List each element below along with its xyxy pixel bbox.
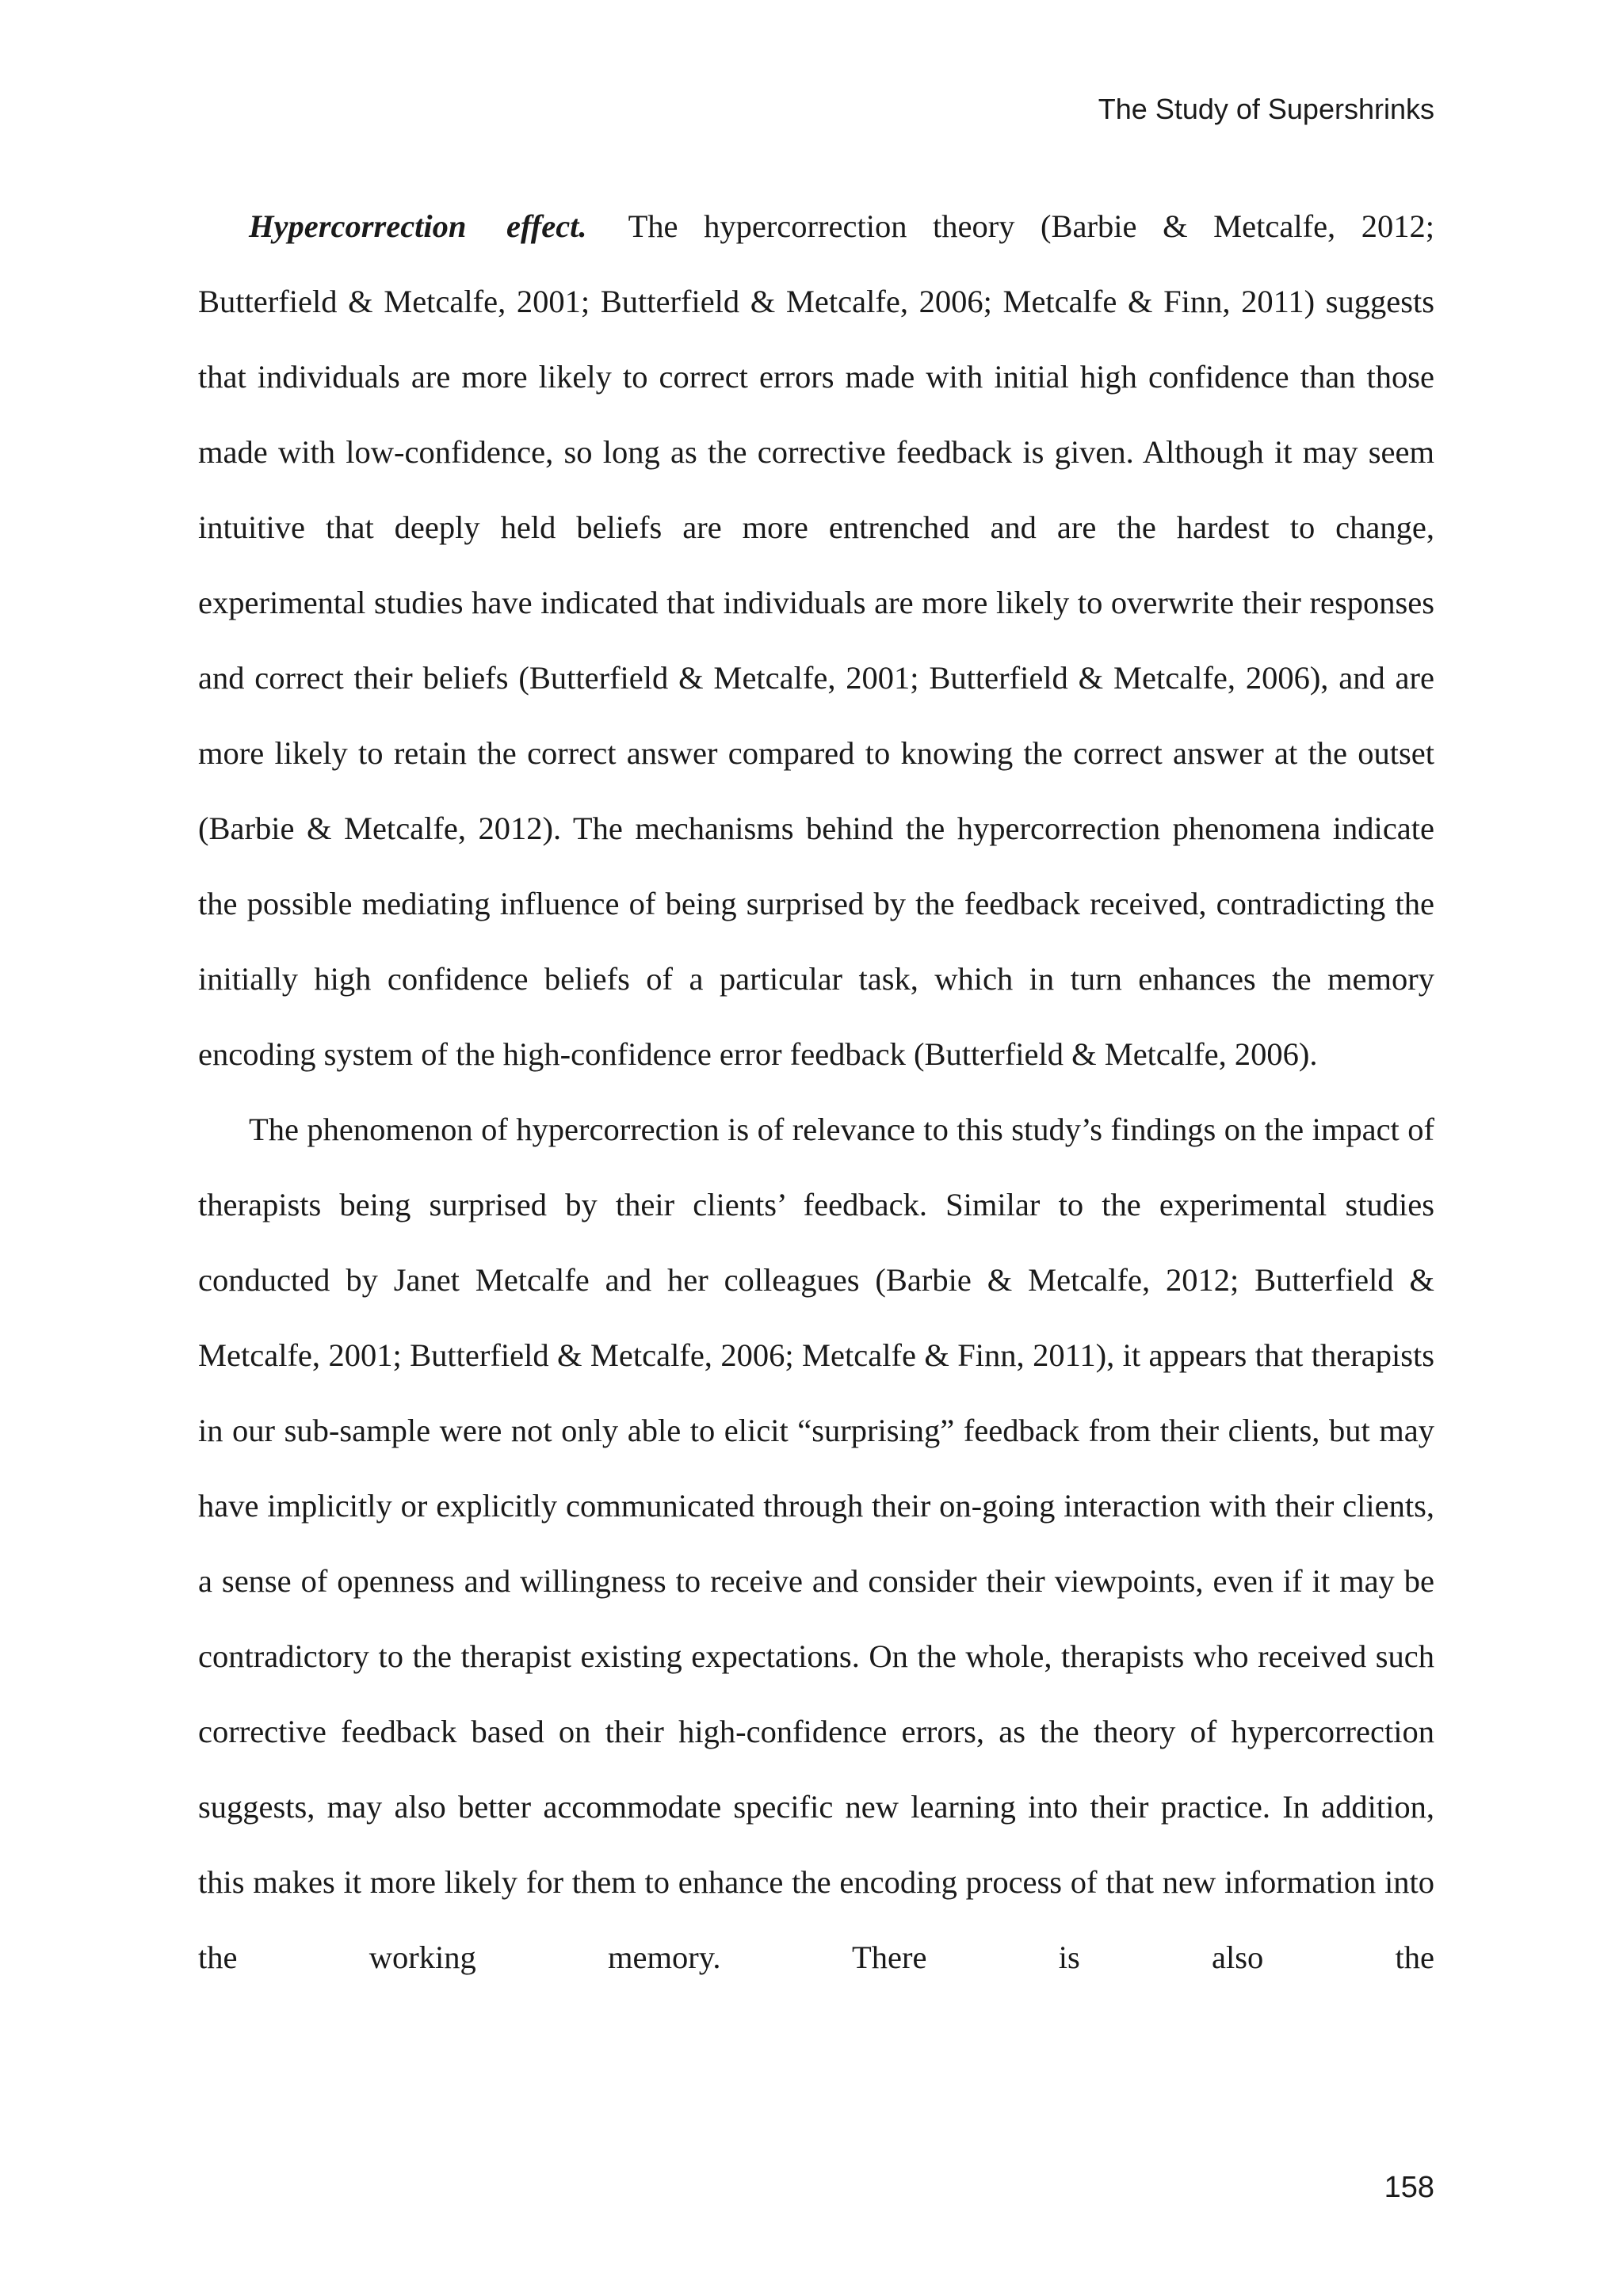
body-text <box>198 189 1434 1995</box>
page-number: 158 <box>1384 2171 1434 2204</box>
paragraph-1-body: The hypercorrection theory (Barbie & Metcalfe, 2012; Butterfield & Metcalfe, 2001; Butterfield & Metcalfe, 2006; Metcalfe & Finn, 2011) suggests that individuals are more likely to correct errors made with initial high confidence than those made with low-confidence, so long as the corrective feedback is given. Although it may seem intuitive that deeply held beliefs are more entrenched and are the hardest to change, experimental studies have indicated that individuals are more likely to overwrite their responses and correct their beliefs (Butterfield & Metcalfe, 2001; Butterfield & Metcalfe, 2006), and are more likely to retain the correct answer compared to knowing the correct answer at the outset (Barbie & Metcalfe, 2012). The mechanisms behind the hypercorrection phenomena indicate the possible mediating influence of being surprised by the feedback received, contradicting the initially high confidence beliefs of a particular task, which in turn enhances the memory encoding system of the high-confidence error feedback (Butterfield & Metcalfe, 2006). <box>198 208 1434 1072</box>
paragraph-phenomenon: The phenomenon of hypercorrection is of relevance to this study’s findings on the impact of therapists being surprised by their clients’ feedback. Similar to the experimental studies conducted by Janet Metcalfe and her colleagues (Barbie & Metcalfe, 2012; Butterfield & Metcalfe, 2001; Butterfield & Metcalfe, 2006; Metcalfe & Finn, 2011), it appears that therapists in our sub-sample were not only able to elicit “surprising” feedback from their clients, but may have implicitly or explicitly communicated through their on-going interaction with their clients, a sense of openness and willingness to receive and consider their viewpoints, even if it may be contradictory to the therapist existing expectations. On the whole, therapists who received such corrective feedback based on their high-confidence errors, as the theory of hypercorrection suggests, may also better accommodate specific new learning into their practice. In addition, this makes it more likely for them to enhance the encoding process of that new information into the working memory. There is also the <box>198 1112 1434 1975</box>
paragraph-hypercorrection-effect <box>198 189 1434 1092</box>
section-heading: Hypercorrection effect. <box>249 208 587 244</box>
running-header: The Study of Supershrinks <box>1098 93 1434 125</box>
